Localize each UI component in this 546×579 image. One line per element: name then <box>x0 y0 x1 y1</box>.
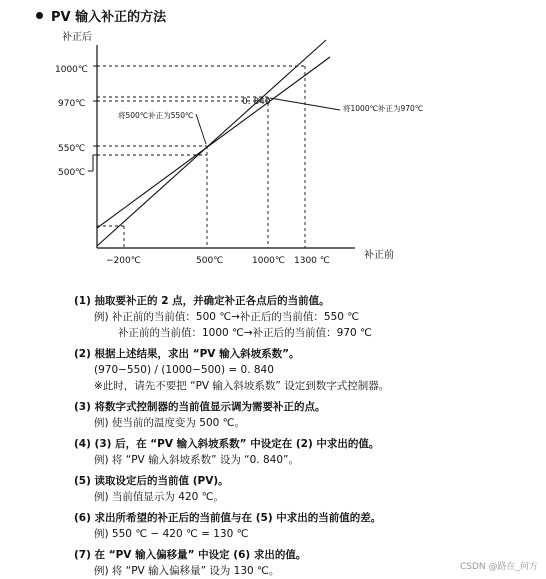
slope-value-label: 0. 840 <box>242 97 271 107</box>
step-head: (5) 读取设定后的当前值 (PV)。 <box>74 475 229 487</box>
y-tick-label: 1000℃ <box>55 65 89 75</box>
x-tick-label: 1000℃ <box>252 256 286 266</box>
x-tick-label: −200℃ <box>106 256 141 266</box>
step-1 <box>74 293 534 341</box>
step-line: 例) 将 “PV 输入偏移量” 设为 130 ℃。 <box>94 565 280 577</box>
step-head: (6) 求出所希望的补正后的当前值与在 (5) 中求出的当前值的差。 <box>74 512 382 524</box>
series-line-corrected <box>97 57 330 228</box>
step-5 <box>74 473 534 505</box>
step-head: (3) 将数字式控制器的当前值显示调为需要补正的点。 <box>74 401 326 413</box>
step-6 <box>74 510 534 542</box>
step-line: 例) 550 ℃ − 420 ℃ = 130 ℃ <box>94 528 249 540</box>
step-head: (7) 在 “PV 输入偏移量” 中设定 (6) 求出的值。 <box>74 549 307 561</box>
step-note: ※此时，请先不要把 “PV 输入斜坡系数” 设定到数字式控制器。 <box>94 380 390 392</box>
step-line: 例) 当前值显示为 420 ℃。 <box>94 491 224 503</box>
step-3 <box>74 399 534 431</box>
x-tick-label: 1300 ℃ <box>294 256 330 266</box>
step-line: 例) 补正前的当前值：500 ℃→补正后的当前值：550 ℃ <box>94 311 360 323</box>
y-tick-label: 550℃ <box>58 144 86 154</box>
step-2 <box>74 346 534 394</box>
step-line: 例) 将 “PV 输入斜坡系数” 设为 “0. 840”。 <box>94 454 299 466</box>
x-tick-label: 500℃ <box>196 256 224 266</box>
callout-leader-left <box>196 114 206 144</box>
step-4 <box>74 436 534 468</box>
step-line: 例) 使当前的温度变为 500 ℃。 <box>94 417 245 429</box>
step-head: (1) 抽取要补正的 2 点，并确定补正各点后的当前值。 <box>74 295 330 307</box>
x-axis-label: 补正前 <box>364 250 394 261</box>
step-head: (2) 根据上述结果，求出 “PV 输入斜坡系数”。 <box>74 348 300 360</box>
callout-500-to-550: 将500℃补正为550℃ <box>118 111 194 120</box>
y-tick-label: 500℃ <box>58 168 86 178</box>
step-head: (4) (3) 后，在 “PV 输入斜坡系数” 中设定在 (2) 中求出的值。 <box>74 438 380 450</box>
step-line: (970−550) / (1000−500) = 0. 840 <box>94 364 274 376</box>
procedure-steps <box>74 293 534 579</box>
y-tick-label: 970℃ <box>58 99 86 109</box>
step-line: 补正前的当前值：1000 ℃→补正后的当前值：970 ℃ <box>118 327 372 339</box>
section-title-text: PV 输入补正的方法 <box>51 10 167 25</box>
callout-1000-to-970: 将1000℃补正为970℃ <box>343 104 424 113</box>
watermark: CSDN @路在_何方 <box>459 562 538 572</box>
y-axis-label: 补正后 <box>62 32 92 43</box>
series-line-uncorrected <box>97 40 326 246</box>
